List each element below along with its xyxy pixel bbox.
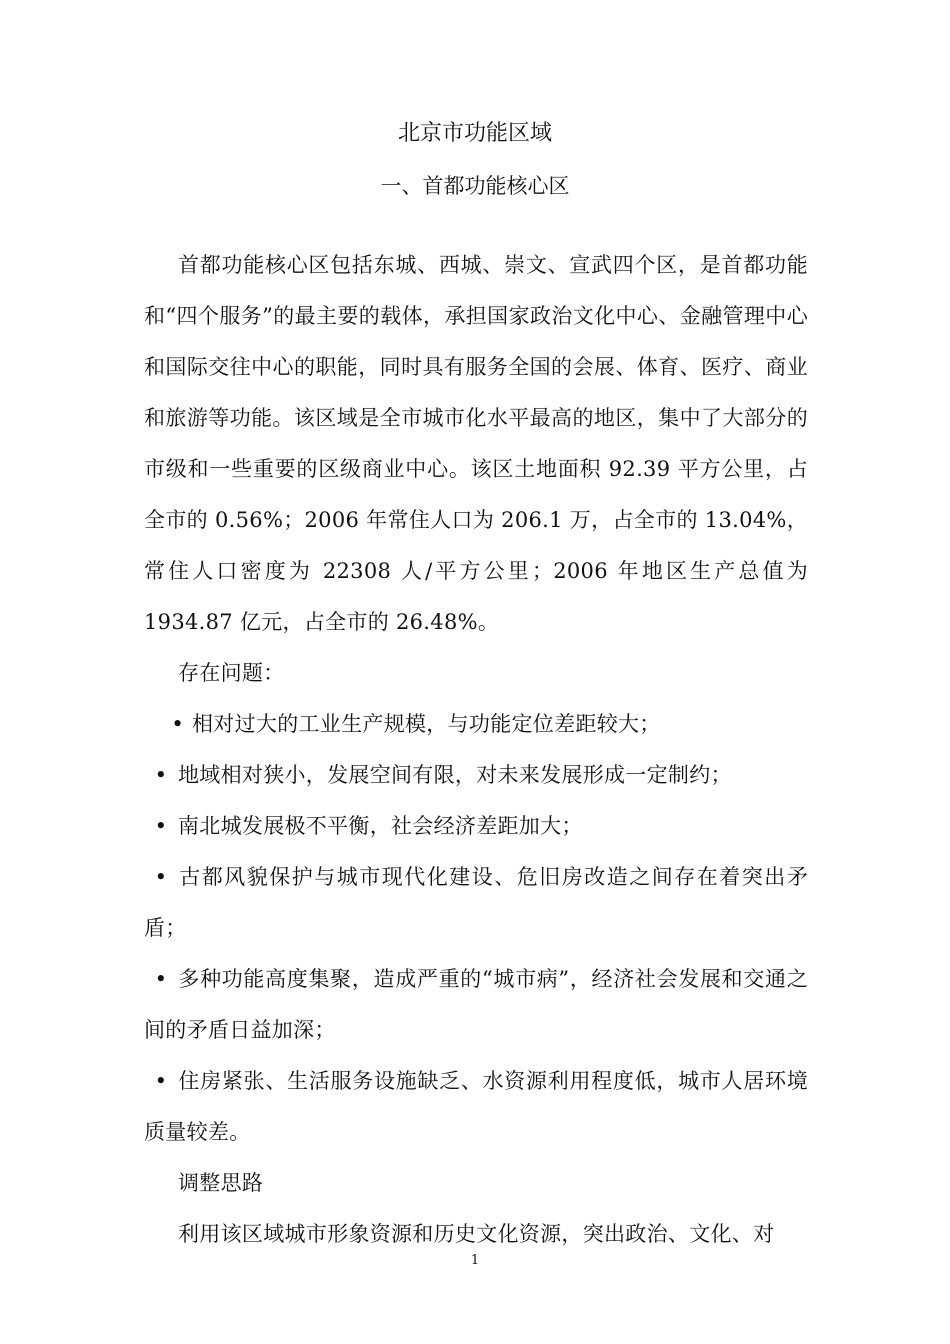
intro-paragraph: 首都功能核心区包括东城、西城、崇文、宣武四个区，是首都功能和“四个服务”的最主要的载体，承担国家政治文化中心、金融管理中心和国际交往中心的职能，同时具有服务全国的会展、体育、医疗、商业和旅游等功能。该区域是全市城市化水平最高的地区，集中了大部分的市级和一些重要的区级商业中心。该区土地面积 92.39 平方公里，占全市的 0.56%；2006 年常住人口为 206.1 万，占全市的 13.04%，常住人口密度为 22308 人/平方公里；2006 年地区生产总值为 1934.87 亿元，占全市的 26.48%。 — [144, 253, 808, 634]
list-item-text: 南北城发展极不平衡，社会经济差距加大； — [178, 814, 583, 838]
adjustment-heading: 调整思路 — [178, 1171, 264, 1195]
section-heading: 一、首都功能核心区 — [380, 174, 570, 198]
page-number: 1 — [470, 1253, 480, 1268]
list-item-text: 古都风貌保护与城市现代化建设、危旧房改造之间存在着突出矛盾； — [144, 865, 808, 940]
list-item — [144, 852, 808, 954]
problems-heading: 存在问题： — [178, 661, 285, 685]
list-item-text: 多种功能高度集聚，造成严重的“城市病”，经济社会发展和交通之间的矛盾日益加深； — [144, 967, 808, 1042]
list-item — [144, 954, 808, 1056]
list-item-text: 相对过大的工业生产规模，与功能定位差距较大； — [192, 712, 661, 736]
bullet-icon: • — [154, 967, 168, 991]
list-item — [144, 801, 808, 852]
list-item — [144, 1056, 808, 1158]
document-title: 北京市功能区域 — [397, 121, 552, 146]
bullet-icon: • — [154, 763, 168, 787]
list-item — [134, 699, 808, 750]
list-item-text: 地域相对狭小，发展空间有限，对未来发展形成一定制约； — [178, 763, 732, 787]
list-item-text: 住房紧张、生活服务设施缺乏、水资源利用程度低，城市人居环境质量较差。 — [144, 1069, 808, 1144]
bullet-icon: • — [154, 1069, 168, 1093]
list-item — [144, 750, 808, 801]
bullet-icon: • — [154, 865, 168, 889]
bullet-icon: • — [171, 712, 184, 736]
adjustment-paragraph: 利用该区域城市形象资源和历史文化资源，突出政治、文化、对 — [178, 1222, 775, 1246]
document-body — [144, 240, 808, 1260]
bullet-icon: • — [154, 814, 168, 838]
